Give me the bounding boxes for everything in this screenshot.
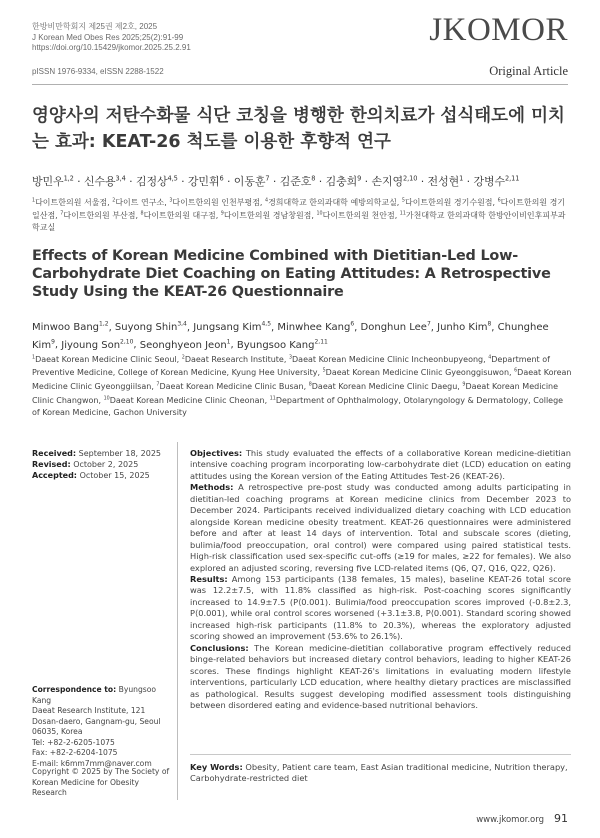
email[interactable]: E-mail: k6mm7mm@naver.com	[32, 758, 152, 768]
affiliation: $^1$Daeat Korean Medicine Clinic Seoul,	[32, 354, 182, 364]
received-date: Received: September 18, 2025	[32, 449, 161, 458]
affiliation: $^7$Daeat Korean Medicine Clinic Busan,	[156, 381, 309, 391]
header-divider	[32, 84, 568, 85]
author: Donghun Lee$^7$	[360, 321, 431, 334]
article-type: Original Article	[489, 64, 568, 78]
keywords: Key Words: Obesity, Patient care team, East Asian traditional medicine, Nutrition therapy, Carbohydrate-restricted diet	[190, 762, 568, 784]
author: 이동훈$^7$	[233, 174, 270, 188]
author: 김정상$^{4,5}$	[135, 174, 178, 188]
abstract-methods: Methods: A retrospective pre-post study was conducted among adults participating in dietitian-led coaching programs at Korean medicine clinics from December 2023 to December 2024. Participants received individualized dietary coaching with LCD education alongside Korean medicine obesity treatment. KEAT-26 questionnaires were administered before and after at least 14 days of intervention. Total and subscale scores (dieting, bulimia/food preoccupation, oral control) were compared using paired statistical tests. High-risk classification used sex-specific cut-offs (≥19 for males, ≥22 for females). We also explored an adjusted scoring, reversing five LCD-related items (Q6, Q7, Q16, Q22, Q26).	[190, 482, 571, 573]
author: Junho Kim$^8$	[437, 321, 492, 334]
affiliation: $^8$Daeat Korean Medicine Clinic Daegu,	[308, 381, 463, 391]
affiliation: $^4$경희대학교 한의과대학 예방의학교실,	[265, 197, 402, 207]
title-english: Effects of Korean Medicine Combined with Dietitian-Led Low-Carbohydrate Diet Coaching on Eating Attitudes: A Retrospective Study Using the KEAT-26 Questionnaire	[32, 248, 551, 300]
citation: J Korean Med Obes Res 2025;25(2):91-99	[32, 32, 184, 42]
abstract-conclusions: Conclusions: The Korean medicine-dietitian collaborative program effectively reduced binge-related behaviors but increased dietary control behaviors, leading to higher KEAT-26 scores. These findings highlight KEAT-26's limitations in evaluating modern lifestyle interventions, particularly LCD education, where healthy dietary practices are misclassified as pathological. Results suggest developing modified assessment tools distinguishing between disordered eating and evidence-based nutritional behaviors.	[190, 642, 571, 710]
journal-logo: JKOMOR	[429, 12, 568, 48]
affiliation: $^3$다이트한의원 인천부평점,	[169, 197, 266, 207]
affiliations-korean	[32, 195, 572, 233]
affiliation: $^3$Daeat Korean Medicine Clinic Incheonbupyeong,	[288, 354, 489, 364]
affiliation: $^{10}$다이트한의원 천안점,	[316, 211, 400, 221]
copyright: Copyright © 2025 by The Society of Korean Medicine for Obesity Research	[32, 767, 170, 797]
affiliations-english	[32, 352, 572, 419]
authors-korean: 방민우$^{1,2}$ · 신수용$^{3,4}$ · 김정상$^{4,5}$ · 강민휘$^6$ · 이동훈$^7$ · 김준호$^8$ · 김충희$^9$ · 손지영$^{2,10}$ · 전성현$^1$ · 강병수$^{2,11}$	[32, 174, 520, 188]
revised-date: Revised: October 2, 2025	[32, 460, 139, 469]
author: 김준호$^8$	[279, 174, 316, 188]
affiliation: $^{10}$Daeat Korean Medicine Clinic Cheonan,	[103, 395, 270, 405]
author: Suyong Shin$^{3,4}$	[114, 321, 187, 334]
affiliation: $^5$다이트한의원 경기수원점,	[401, 197, 498, 207]
affiliation: $^{11}$가천대학교 한의과대학 한방안이비인후피부과학교실	[32, 211, 566, 232]
author: 방민우$^{1,2}$	[32, 174, 74, 188]
affiliation: $^1$다이트한의원 서울점,	[32, 197, 113, 207]
abstract-objectives: Objectives: This study evaluated the effects of a collaborative Korean medicine-dietitian intensive coaching program incorporating low-carbohydrate diet (LCD) education on eating attitudes using the Korean version of the Eating Attitudes Test-26 (KEAT-26).	[190, 448, 572, 481]
affiliation: $^9$Daeat Korean Medicine Clinic Changwon,	[32, 381, 559, 405]
doi-link[interactable]: https://doi.org/10.15429/jkomor.2025.25.2.91	[32, 43, 191, 53]
column-divider	[177, 442, 178, 800]
tel: Tel: +82-2-6205-1075	[32, 737, 115, 747]
author: 신수용$^{3,4}$	[83, 174, 126, 188]
correspondence-label: Correspondence to:	[32, 685, 117, 694]
author: Seonghyeon Jeon$^1$	[139, 338, 231, 351]
abstract	[190, 448, 571, 711]
keywords-divider	[190, 754, 571, 755]
address-line: Daeat Research Institute, 121	[32, 706, 146, 715]
authors-english: Minwoo Bang$^{1,2}$, Suyong Shin$^{3,4}$, Jungsang Kim$^{4,5}$, Minwhee Kang$^6$, Donghun Lee$^7$, Junho Kim$^8$, Chunghee Kim$^9$, Jiyoung Son$^{2,10}$, Seonghyeon Jeon$^1$, Byungsoo Kang$^{2,11}$	[32, 321, 549, 351]
article-dates	[32, 448, 161, 481]
journal-header	[32, 22, 191, 54]
author: Jiyoung Son$^{2,10}$	[61, 338, 134, 351]
author: Jungsang Kim$^{4,5}$	[193, 321, 272, 334]
author: Minwhee Kang$^6$	[277, 321, 355, 334]
address-line: 06035, Korea	[32, 727, 83, 736]
address-line: Dosan-daero, Gangnam-gu, Seoul	[32, 716, 161, 726]
author: Byungsoo Kang$^{2,11}$	[236, 338, 328, 351]
correspondence-name: Byungsoo Kang	[32, 685, 157, 705]
author: 손지영$^{2,10}$	[371, 174, 418, 188]
author: 강병수$^{2,11}$	[473, 174, 520, 188]
journal-url[interactable]: www.jkomor.org	[476, 815, 544, 825]
affiliation: $^{11}$Department of Ophthalmology, Otolaryngology & Dermatology, College of Korean Medicine, Gachon University	[32, 395, 564, 417]
page-footer	[476, 812, 568, 825]
author: Minwoo Bang$^{1,2}$	[32, 321, 109, 334]
affiliation: $^6$Daeat Korean Medicine Clinic Gyeonggiilsan,	[32, 368, 572, 391]
issn: pISSN 1976-9334, eISSN 2288-1522	[32, 67, 164, 76]
author: 강민휘$^6$	[187, 174, 224, 188]
affiliation: $^5$Daeat Korean Medicine Clinic Gyeonggisuwon,	[322, 368, 515, 378]
affiliation: $^2$다이트 연구소,	[112, 197, 170, 207]
affiliation: $^8$다이트한의원 대구점,	[140, 211, 221, 221]
affiliation: $^6$다이트한의원 경기일산점,	[32, 197, 566, 221]
author: 김충희$^9$	[325, 174, 362, 188]
fax: Fax: +82-2-6204-1075	[32, 748, 118, 757]
journal-name-ko: 한방비만학회지 제25권 제2호, 2025	[32, 22, 158, 31]
affiliation: $^2$Daeat Research Institute,	[181, 354, 289, 364]
abstract-results: Results: Among 153 participants (138 females, 15 males), baseline KEAT-26 total score was 12.2±7.5, with 11.8% classified as high-risk. Post-coaching scores significantly increased to 14.9±7.5 (P⟨0.001). Bulimia/food preoccupation scores improved (-0.8±2.3, P⟨0.001), while oral control scores worsened (+3.1±3.8, P⟨0.001). Standard scoring showed increased high-risk participants (11.8% to 20.3%), whereas the exploratory adjusted scoring showed an improvement (53.6% to 26.1%).	[190, 573, 571, 642]
accepted-date: Accepted: October 15, 2025	[32, 471, 150, 480]
title-korean: 영양사의 저탄수화물 식단 코칭을 병행한 한의치료가 섭식태도에 미치는 효과: KEAT-26 척도를 이용한 후향적 연구	[32, 106, 565, 152]
author: 전성현$^1$	[427, 174, 464, 188]
page-number: 91	[554, 812, 568, 825]
affiliation: $^7$다이트한의원 부산점,	[60, 211, 141, 221]
affiliation: $^9$다이트한의원 경남창원점,	[220, 211, 317, 221]
author: Chunghee Kim$^9$	[32, 322, 549, 351]
correspondence	[32, 685, 172, 769]
affiliation: $^4$Department of Preventive Medicine, College of Korean Medicine, Kyung Hee University,	[32, 354, 550, 378]
